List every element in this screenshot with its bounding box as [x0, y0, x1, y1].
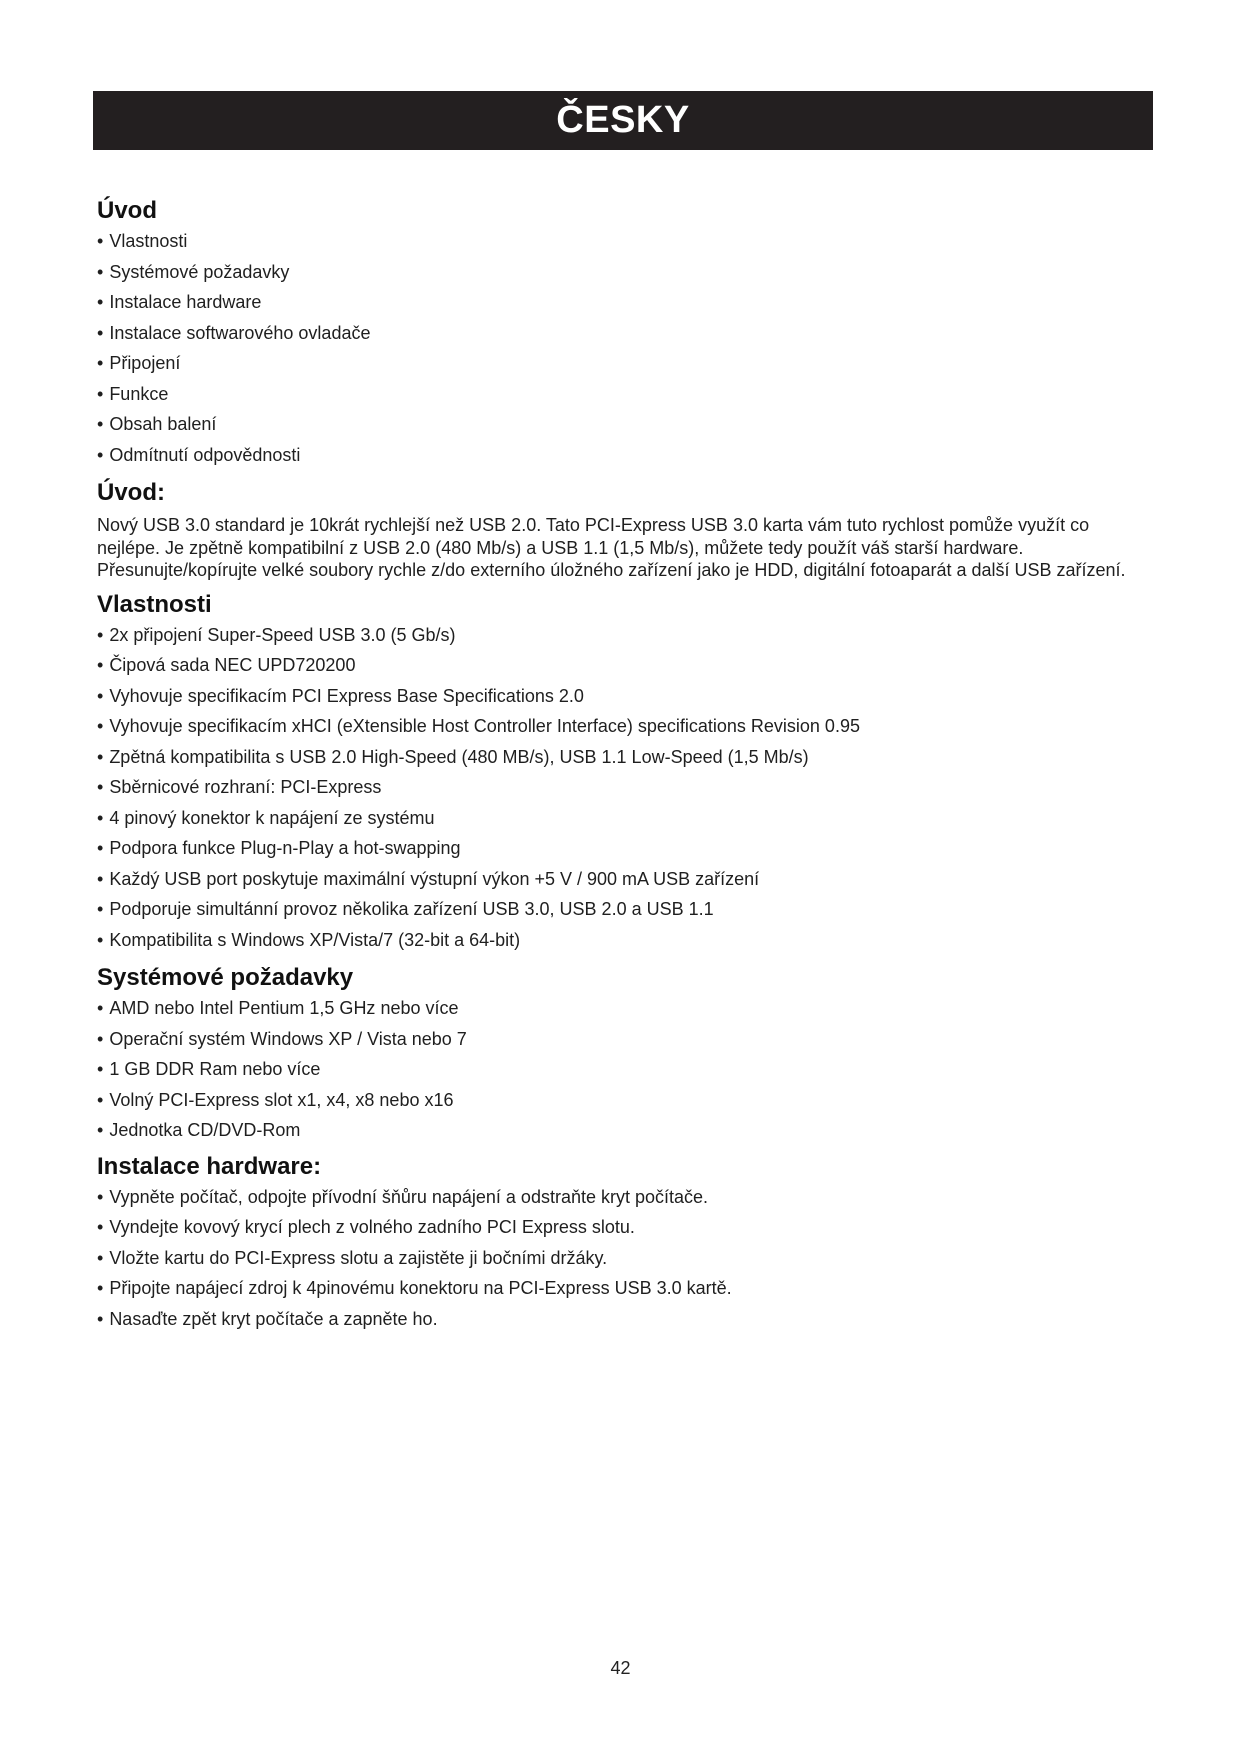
- intro-section: [97, 478, 1147, 582]
- list-item: • Kompatibilita s Windows XP/Vista/7 (32-bit a 64-bit): [97, 925, 1147, 956]
- list-item: • Vyndejte kovový krycí plech z volného zadního PCI Express slotu.: [97, 1212, 1147, 1243]
- page-number: 42: [610, 1658, 631, 1678]
- list-item: • Podpora funkce Plug-n-Play a hot-swapping: [97, 833, 1147, 864]
- hardware-heading: Instalace hardware:: [97, 1152, 322, 1180]
- list-item: • Obsah balení: [97, 409, 1147, 440]
- list-item: • Odmítnutí odpovědnosti: [97, 440, 1147, 471]
- list-item: • Instalace hardware: [97, 287, 1147, 318]
- list-item: • Nasaďte zpět kryt počítače a zapněte ho.: [97, 1304, 1147, 1335]
- features-heading: Vlastnosti: [97, 590, 212, 618]
- list-item: • Podporuje simultánní provoz několika zařízení USB 3.0, USB 2.0 a USB 1.1: [97, 894, 1147, 925]
- page-content: [97, 196, 1147, 1334]
- list-item: • Čipová sada NEC UPD720200: [97, 650, 1147, 681]
- language-title: ČESKY: [556, 99, 690, 141]
- list-item: • Operační systém Windows XP / Vista nebo 7: [97, 1024, 1147, 1055]
- list-item: • Jednotka CD/DVD-Rom: [97, 1115, 1147, 1146]
- hardware-list: [97, 1182, 1147, 1335]
- list-item: • Instalace softwarového ovladače: [97, 318, 1147, 349]
- list-item: • Zpětná kompatibilita s USB 2.0 High-Speed (480 MB/s), USB 1.1 Low-Speed (1,5 Mb/s): [97, 742, 1147, 773]
- requirements-heading: Systémové požadavky: [97, 964, 354, 991]
- language-banner: [93, 91, 1153, 150]
- requirements-section: [97, 963, 1147, 1146]
- list-item: • AMD nebo Intel Pentium 1,5 GHz nebo více: [97, 993, 1147, 1024]
- intro-heading: Úvod:: [97, 479, 165, 506]
- intro-paragraph: Nový USB 3.0 standard je 10krát rychlejší než USB 2.0. Tato PCI-Express USB 3.0 karta vám tuto rychlost pomůže využít co nejlépe. Je zpětně kompatibilní z USB 2.0 (480 Mb/s) a USB 1.1 (1,5 Mb/s), můžete tedy použít váš starší hardware. Přesunujte/kopírujte velké soubory rychle z/do externího úložného zařízení jako je HDD, digitální fotoaparát a další USB zařízení.: [97, 515, 1126, 580]
- list-item: • 4 pinový konektor k napájení ze systému: [97, 803, 1147, 834]
- list-item: • Vyhovuje specifikacím xHCI (eXtensible Host Controller Interface) specifications Revision 0.95: [97, 711, 1147, 742]
- hardware-section: [97, 1152, 1147, 1335]
- list-item: • Vyhovuje specifikacím PCI Express Base Specifications 2.0: [97, 681, 1147, 712]
- toc-list: [97, 226, 1147, 470]
- features-list: [97, 620, 1147, 956]
- list-item: • 1 GB DDR Ram nebo více: [97, 1054, 1147, 1085]
- list-item: • Systémové požadavky: [97, 257, 1147, 288]
- list-item: • Připojení: [97, 348, 1147, 379]
- list-item: • Volný PCI-Express slot x1, x4, x8 nebo x16: [97, 1085, 1147, 1116]
- list-item: • Každý USB port poskytuje maximální výstupní výkon +5 V / 900 mA USB zařízení: [97, 864, 1147, 895]
- list-item: • Vlastnosti: [97, 226, 1147, 257]
- list-item: • Funkce: [97, 379, 1147, 410]
- list-item: • Vložte kartu do PCI-Express slotu a zajistěte ji bočními držáky.: [97, 1243, 1147, 1274]
- toc-section: [97, 196, 1147, 470]
- list-item: • Připojte napájecí zdroj k 4pinovému konektoru na PCI-Express USB 3.0 kartě.: [97, 1273, 1147, 1304]
- features-section: [97, 590, 1147, 956]
- toc-heading: Úvod: [97, 197, 157, 224]
- list-item: • Vypněte počítač, odpojte přívodní šňůru napájení a odstraňte kryt počítače.: [97, 1182, 1147, 1213]
- requirements-list: [97, 993, 1147, 1146]
- list-item: • 2x připojení Super-Speed USB 3.0 (5 Gb/s): [97, 620, 1147, 651]
- list-item: • Sběrnicové rozhraní: PCI-Express: [97, 772, 1147, 803]
